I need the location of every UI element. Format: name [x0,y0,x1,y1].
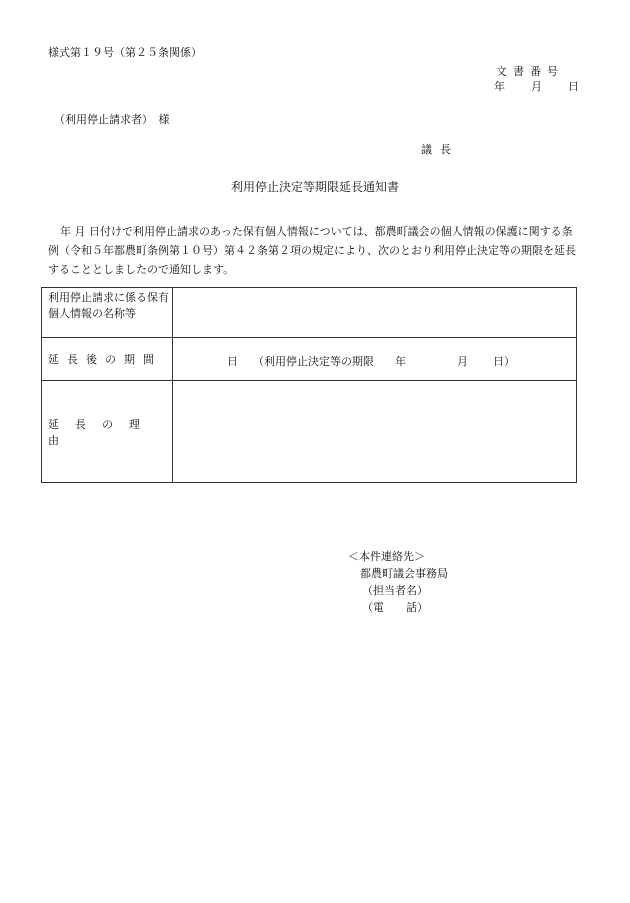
label-info-name: 利用停止請求に係る保有個人情報の名称等 [42,288,173,338]
contact-block [348,548,448,616]
period-year: 年 [395,355,406,368]
date-year: 年 [494,80,505,93]
contact-heading: ＜本件連絡先＞ [348,550,425,563]
document-number: 文書番号 [496,65,564,78]
period-day-close: 日） [493,355,515,368]
table-row-info-name [42,288,577,338]
date-day: 日 [568,80,579,93]
value-period[interactable] [173,338,577,381]
table-row-reason [42,381,577,483]
contact-phone: （電 話） [362,601,428,614]
label-period: 延長後の期間 [42,338,173,381]
period-month: 月 [457,355,468,368]
sender: 議長 [421,143,459,156]
table-row-period [42,338,577,381]
label-reason: 延長の理由 [42,381,173,483]
contact-person: （担当者名） [362,584,428,597]
extension-table [41,287,577,483]
document-title: 利用停止決定等期限延長通知書 [230,180,399,194]
value-info-name[interactable] [173,288,577,338]
contact-office: 都農町議会事務局 [360,567,448,580]
period-day: 日 [227,355,238,368]
date-month: 月 [531,80,542,93]
addressee: （利用停止請求者） 様 [54,113,170,126]
period-deadline-label: （利用停止決定等の期限 [253,355,374,368]
body-text: 年 月 日付けで利用停止請求のあった保有個人情報については、都農町議会の個人情報の保護に関する条例（令和５年都農町条例第１０号）第４２条第２項の規定により、次のとおり利用停止決定等の期限を延長することとしましたので通知します。 [48,225,576,276]
form-number: 様式第１９号（第２５条関係） [48,46,202,59]
value-reason[interactable] [173,381,577,483]
